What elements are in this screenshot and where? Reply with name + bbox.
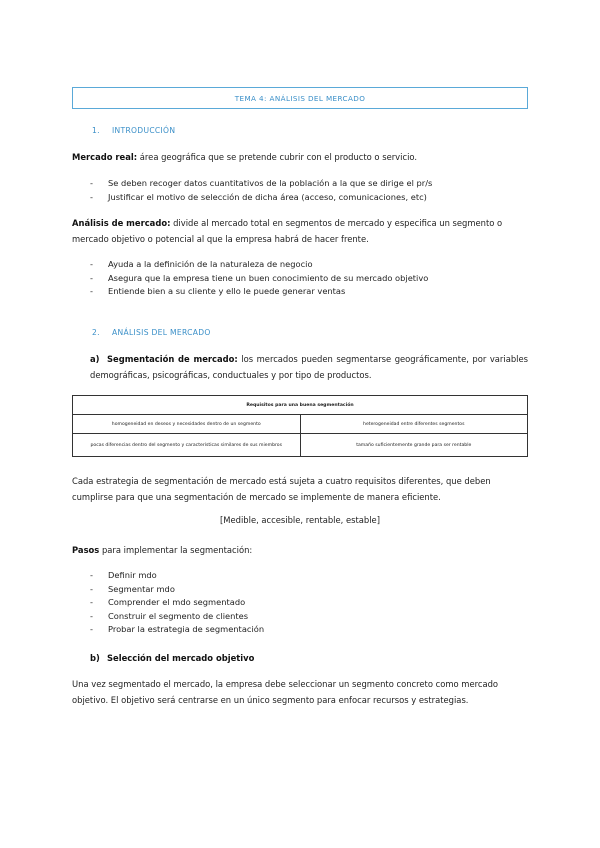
section-number: 2. bbox=[92, 328, 100, 337]
paragraph-mercado-real bbox=[72, 149, 528, 165]
section-number: 1. bbox=[92, 126, 100, 135]
list-item: - Justificar el motivo de selección de dicha área (acceso, comunicaciones, etc) bbox=[90, 191, 520, 205]
definition-analisis-mercado: divide al mercado total en segmentos de mercado y especifica un segmento o mercado objetivo o potencial al que la empresa habrá de hacer frente. bbox=[72, 218, 503, 244]
subsection-title: Selección del mercado objetivo bbox=[107, 653, 255, 663]
list-item: - Construir el segmento de clientes bbox=[90, 610, 520, 624]
table-header: Requisitos para una buena segmentación bbox=[73, 396, 528, 415]
table-row bbox=[73, 415, 528, 434]
subsection-heading-seleccion bbox=[90, 653, 254, 663]
list-item: - Segmentar mdo bbox=[90, 583, 520, 597]
definition-mercado-real: área geográfica que se pretende cubrir con el producto o servicio. bbox=[137, 152, 418, 162]
list-item: - Se deben recoger datos cuantitativos de la población a la que se dirige el pr/s bbox=[90, 177, 520, 191]
paragraph-analisis-mercado bbox=[72, 215, 528, 247]
table-cell: pocas diferencias dentro del segmento y características similares de sus miembros bbox=[73, 434, 301, 457]
table-cell: heterogeneidad entre diferentes segmentos bbox=[300, 415, 528, 434]
paragraph-cada-estrategia: Cada estrategia de segmentación de mercado está sujeta a cuatro requisitos diferentes, que deben cumplirse para que una segmentación de mercado se implemente de manera eficiente. bbox=[72, 476, 491, 502]
section-label: ANÁLISIS DEL MERCADO bbox=[112, 328, 211, 337]
bullet-list-analisis bbox=[90, 258, 520, 299]
list-item: - Ayuda a la definición de la naturaleza de negocio bbox=[90, 258, 520, 272]
term-segmentacion: Segmentación de mercado: bbox=[107, 354, 238, 364]
term-mercado-real: Mercado real: bbox=[72, 152, 138, 162]
table-cell: tamaño suficientemente grande para ser rentable bbox=[300, 434, 528, 457]
section-heading-introduccion bbox=[92, 126, 175, 135]
table-cell: homogeneidad en deseos y necesidades dentro de un segmento bbox=[73, 415, 301, 434]
pasos-text: para implementar la segmentación: bbox=[99, 545, 253, 555]
bullet-list-pasos bbox=[90, 569, 520, 637]
subsection-label: b) bbox=[90, 653, 100, 663]
paragraph-pasos bbox=[72, 542, 528, 558]
bullet-list-mercado-real bbox=[90, 177, 520, 204]
list-item: - Definir mdo bbox=[90, 569, 520, 583]
list-item: - Entiende bien a su cliente y ello le puede generar ventas bbox=[90, 285, 520, 299]
requirements-table bbox=[72, 395, 528, 457]
table-row bbox=[73, 434, 528, 457]
list-item: - Comprender el mdo segmentado bbox=[90, 596, 520, 610]
subsection-label: a) bbox=[90, 354, 100, 364]
list-item: - Asegura que la empresa tiene un buen conocimiento de su mercado objetivo bbox=[90, 272, 520, 286]
term-analisis-mercado: Análisis de mercado: bbox=[72, 218, 171, 228]
definition-segmentacion: los mercados pueden segmentarse geográficamente, por variables demográficas, psicográficas, conductuales y por tipo de productos. bbox=[90, 354, 528, 380]
paragraph-segmentacion bbox=[90, 351, 528, 383]
section-label: INTRODUCCIÓN bbox=[112, 126, 176, 135]
requirements-line: [Medible, accesible, rentable, estable] bbox=[220, 515, 380, 525]
section-heading-analisis bbox=[92, 328, 211, 337]
page-title: TEMA 4: ANÁLISIS DEL MERCADO bbox=[72, 87, 528, 109]
list-item: - Probar la estrategia de segmentación bbox=[90, 623, 520, 637]
term-pasos: Pasos bbox=[72, 545, 100, 555]
paragraph-seleccion: Una vez segmentado el mercado, la empresa debe seleccionar un segmento concreto como mercado objetivo. El objetivo será centrarse en un único segmento para enfocar recursos y estrategias. bbox=[72, 679, 499, 705]
